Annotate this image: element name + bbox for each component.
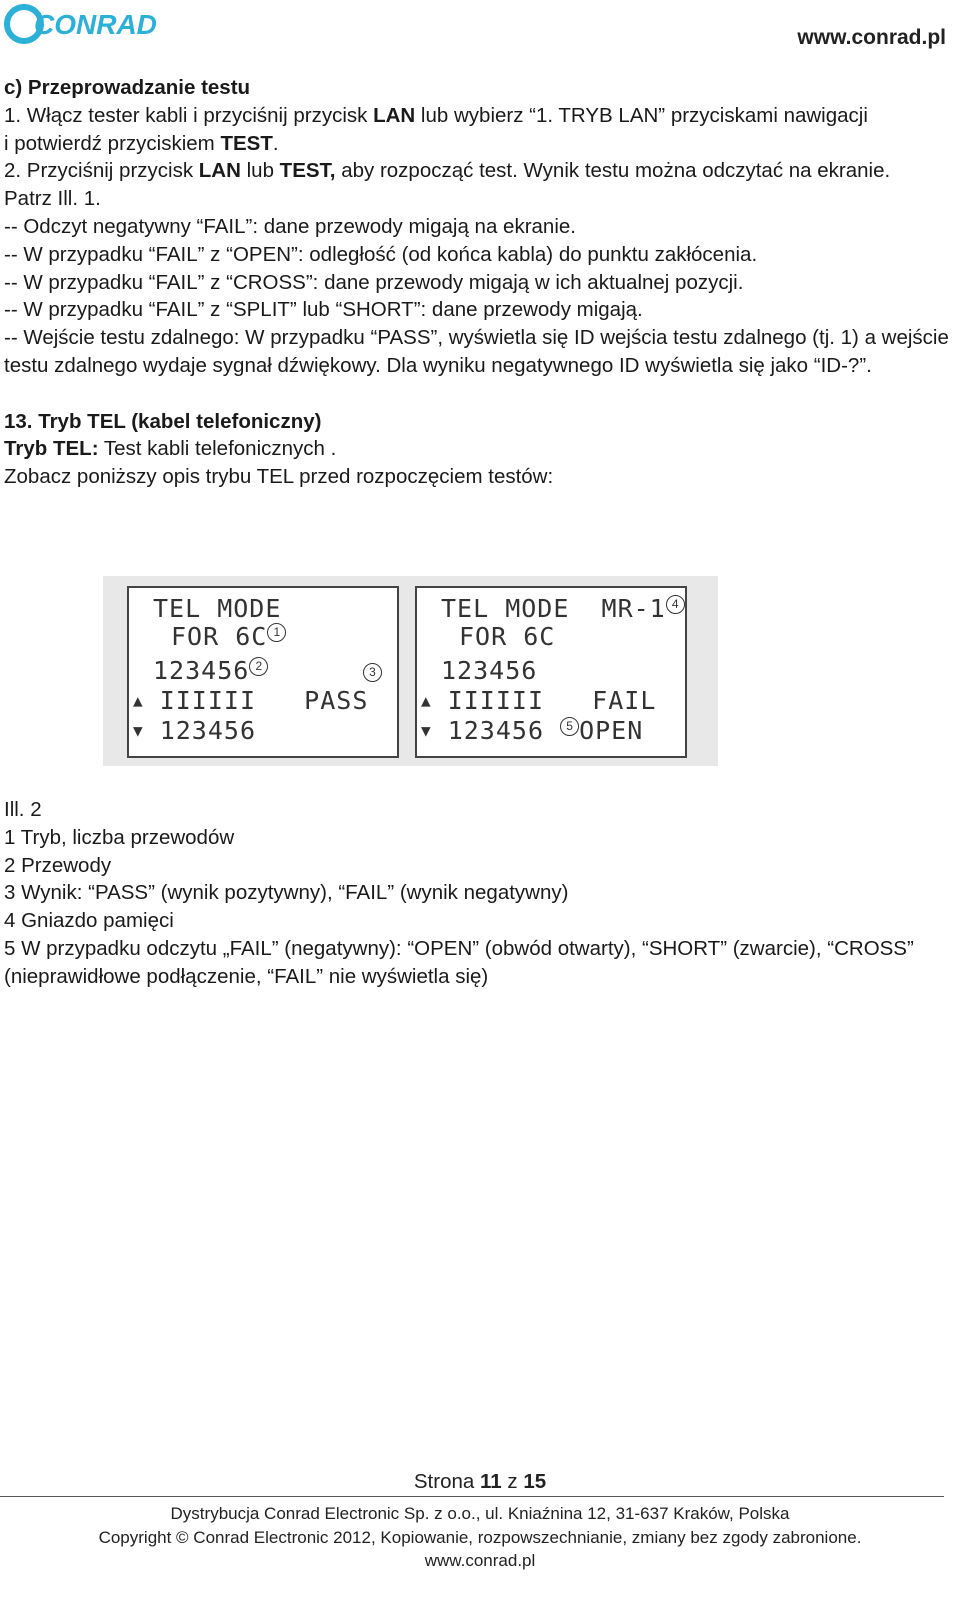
legend-title: Ill. 2: [4, 798, 42, 821]
arrow-down-icon: ▼: [421, 721, 432, 740]
lcd-screen-fail: [415, 586, 687, 758]
legend-item: 5 W przypadku odczytu „FAIL” (negatywny): “OPEN” (obwód otwarty), “SHORT” (zwarcie), “CROSS” (nieprawidłowe podłączenie, “FAIL” nie wyświetla się): [4, 936, 914, 988]
note-remote: -- Wejście testu zdalnego: W przypadku “PASS”, wyświetla się ID wejścia testu zdalnego (tj. 1) a wejście testu zdalnego wydaje sygnał dźwiękowy. Dla wyniku negatywnego ID wyświetla się jako “ID-?”.: [4, 326, 949, 377]
conrad-logo: [4, 2, 164, 46]
lcd-wire-count: FOR 6C: [459, 622, 556, 651]
lcd-mode-title: TEL MODE MR-1 4: [441, 594, 685, 623]
arrow-down-icon: ▼: [133, 721, 144, 740]
lcd-screen-pass: [127, 586, 399, 758]
legend-item: 4 Gniazdo pamięci: [4, 909, 174, 933]
section-13-title: 13. Tryb TEL (kabel telefoniczny): [4, 409, 322, 433]
lcd-mode-title: TEL MODE: [153, 594, 282, 623]
lcd-remote-row: ▼ 123456: [133, 716, 257, 745]
lcd-status: PASS: [304, 686, 369, 715]
step-1-cont: i potwierdź przyciskiem TEST.: [4, 131, 279, 155]
lcd-status-row: ▲ IIIIII FAIL: [421, 686, 657, 715]
lcd-wire-count: FOR 6C 1: [171, 622, 286, 651]
footer-info: [0, 1502, 960, 1573]
step-2-ref: Patrz Ill. 1.: [4, 187, 101, 211]
step-1: 1. Włącz tester kabli i przyciśnij przycisk LAN lub wybierz “1. TRYB LAN” przyciskami nawigacji: [4, 103, 868, 127]
tel-note: Zobacz poniższy opis trybu TEL przed rozpoczęciem testów:: [4, 465, 554, 489]
step-2: 2. Przyciśnij przycisk LAN lub TEST, aby rozpocząć test. Wynik testu można odczytać na ekranie.: [4, 159, 891, 183]
marker-5: 5: [560, 717, 579, 736]
marker-2: 2: [249, 657, 268, 676]
note-fail: -- Odczyt negatywny “FAIL”: dane przewody migają na ekranie.: [4, 214, 576, 238]
page-footer: [0, 1470, 960, 1494]
lcd-status: FAIL: [592, 686, 657, 715]
lcd-wires: 123456 2: [153, 656, 268, 685]
lcd-illustration: [103, 576, 718, 766]
legend-item: 2 Przewody: [4, 853, 112, 877]
footer-url: www.conrad.pl: [424, 1551, 536, 1570]
legend-item: 1 Tryb, liczba przewodów: [4, 825, 235, 849]
lcd-status-row: ▲ IIIIII PASS: [133, 686, 369, 715]
marker-3: 3: [363, 663, 382, 682]
page-number: Strona 11 z 15: [413, 1470, 547, 1493]
footer-address: Dystrybucja Conrad Electronic Sp. z o.o., ul. Kniaźnina 12, 31-637 Kraków, Polska: [170, 1504, 790, 1523]
note-open: -- W przypadku “FAIL” z “OPEN”: odległość (od końca kabla) do punktu zakłócenia.: [4, 242, 758, 266]
marker-4: 4: [666, 595, 685, 614]
lcd-result: OPEN: [579, 716, 644, 745]
illustration-legend: [4, 796, 954, 991]
footer-divider: [0, 1496, 944, 1497]
logo-text: CONRAD: [34, 9, 157, 40]
legend-item: 3 Wynik: “PASS” (wynik pozytywny), “FAIL” (wynik negatywny): [4, 881, 569, 905]
site-url: www.conrad.pl: [797, 26, 946, 49]
note-cross: -- W przypadku “FAIL” z “CROSS”: dane przewody migają w ich aktualnej pozycji.: [4, 270, 744, 294]
section-title: c) Przeprowadzanie testu: [4, 76, 251, 99]
instructions: [4, 74, 954, 491]
note-split: -- W przypadku “FAIL” z “SPLIT” lub “SHORT”: dane przewody migają.: [4, 298, 643, 322]
lcd-wires: 123456: [441, 656, 538, 685]
arrow-up-icon: ▲: [133, 691, 144, 710]
arrow-up-icon: ▲: [421, 691, 432, 710]
lcd-remote-row: ▼ 123456 5 OPEN: [421, 716, 644, 745]
marker-1: 1: [267, 623, 286, 642]
tel-mode-line: Tryb TEL: Test kabli telefonicznych .: [4, 437, 337, 461]
footer-copyright: Copyright © Conrad Electronic 2012, Kopiowanie, rozpowszechnianie, zmiany bez zgody zabronione.: [98, 1527, 862, 1547]
